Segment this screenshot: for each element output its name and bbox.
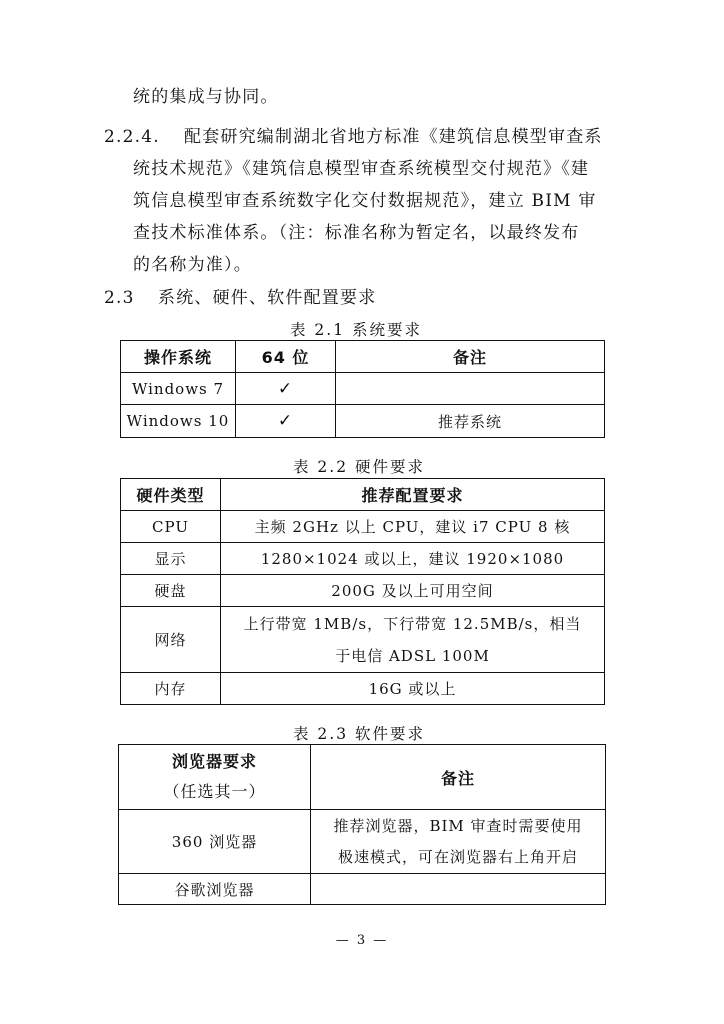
header-browser xyxy=(119,745,311,810)
table-row xyxy=(121,673,605,705)
requirement-cell: 主频 2GHz 以上 CPU，建议 i7 CPU 8 核 xyxy=(221,511,605,543)
table-row xyxy=(119,874,606,905)
requirement-cell: 16G 或以上 xyxy=(221,673,605,705)
hardware-type-cell: 内存 xyxy=(121,673,221,705)
os-cell: Windows 7 xyxy=(121,373,236,405)
header-browser-subtitle: （任选其一） xyxy=(163,782,266,801)
page-number: — 3 — xyxy=(335,933,389,948)
browser-cell: 360 浏览器 xyxy=(119,810,311,874)
paragraph-continuation: 统的集成与协同。 xyxy=(133,87,279,107)
table-header-row xyxy=(121,479,605,511)
note-cell xyxy=(311,810,606,874)
table-header-row xyxy=(121,341,605,373)
note-cell: 推荐系统 xyxy=(336,405,605,438)
header-note: 备注 xyxy=(336,341,605,373)
header-os: 操作系统 xyxy=(121,341,236,373)
note-cell xyxy=(336,373,605,405)
check-icon: ✓ xyxy=(236,373,336,405)
item-2-2-4-line5: 的名称为准）。 xyxy=(133,255,252,275)
table-header-row xyxy=(119,745,606,810)
item-2-2-4-line4: 查技术标准体系。（注：标准名称为暂定名，以最终发布 xyxy=(133,223,580,243)
table1-caption: 表 2.1 系统要求 xyxy=(290,321,423,339)
table-row xyxy=(121,373,605,405)
note-cell xyxy=(311,874,606,905)
system-requirements-table xyxy=(120,340,605,438)
requirement-cell: 200G 及以上可用空间 xyxy=(221,575,605,607)
table-row xyxy=(119,810,606,874)
header-64bit: 64 位 xyxy=(236,341,336,373)
browser-cell: 谷歌浏览器 xyxy=(119,874,311,905)
table-row xyxy=(121,575,605,607)
item-2-2-4-number: 2.2.4. xyxy=(104,127,160,147)
note-line: 推荐浏览器，BIM 审查时需要使用 xyxy=(333,816,583,835)
hardware-type-cell: 网络 xyxy=(121,607,221,673)
requirement-line: 于电信 ADSL 100M xyxy=(335,646,490,665)
table-row xyxy=(121,405,605,438)
note-line: 极速模式，可在浏览器右上角开启 xyxy=(337,847,578,866)
header-browser-title: 浏览器要求 xyxy=(171,752,257,771)
hardware-type-cell: 硬盘 xyxy=(121,575,221,607)
table-row xyxy=(121,543,605,575)
hardware-type-cell: 显示 xyxy=(121,543,221,575)
item-2-2-4-line3: 筑信息模型审查系统数字化交付数据规范》，建立 BIM 审 xyxy=(133,191,597,211)
software-requirements-table xyxy=(118,744,606,905)
requirement-cell: 1280×1024 或以上，建议 1920×1080 xyxy=(221,543,605,575)
table-row xyxy=(121,607,605,673)
table3-caption: 表 2.3 软件要求 xyxy=(293,725,426,743)
section-2-3-title: 系统、硬件、软件配置要求 xyxy=(158,288,377,308)
header-recommended: 推荐配置要求 xyxy=(221,479,605,511)
hardware-requirements-table xyxy=(120,478,605,705)
table2-caption: 表 2.2 硬件要求 xyxy=(293,458,426,476)
item-2-2-4-line2: 统技术规范》《建筑信息模型审查系统模型交付规范》《建 xyxy=(133,159,590,179)
header-hardware-type: 硬件类型 xyxy=(121,479,221,511)
requirement-cell xyxy=(221,607,605,673)
requirement-line: 上行带宽 1MB/s，下行带宽 12.5MB/s，相当 xyxy=(243,614,582,633)
item-2-2-4-line1: 配套研究编制湖北省地方标准《建筑信息模型审查系 xyxy=(184,127,603,147)
check-icon: ✓ xyxy=(236,405,336,438)
header-note: 备注 xyxy=(311,745,606,810)
table-row xyxy=(121,511,605,543)
hardware-type-cell: CPU xyxy=(121,511,221,543)
os-cell: Windows 10 xyxy=(121,405,236,438)
section-2-3-number: 2.3 xyxy=(104,288,135,308)
